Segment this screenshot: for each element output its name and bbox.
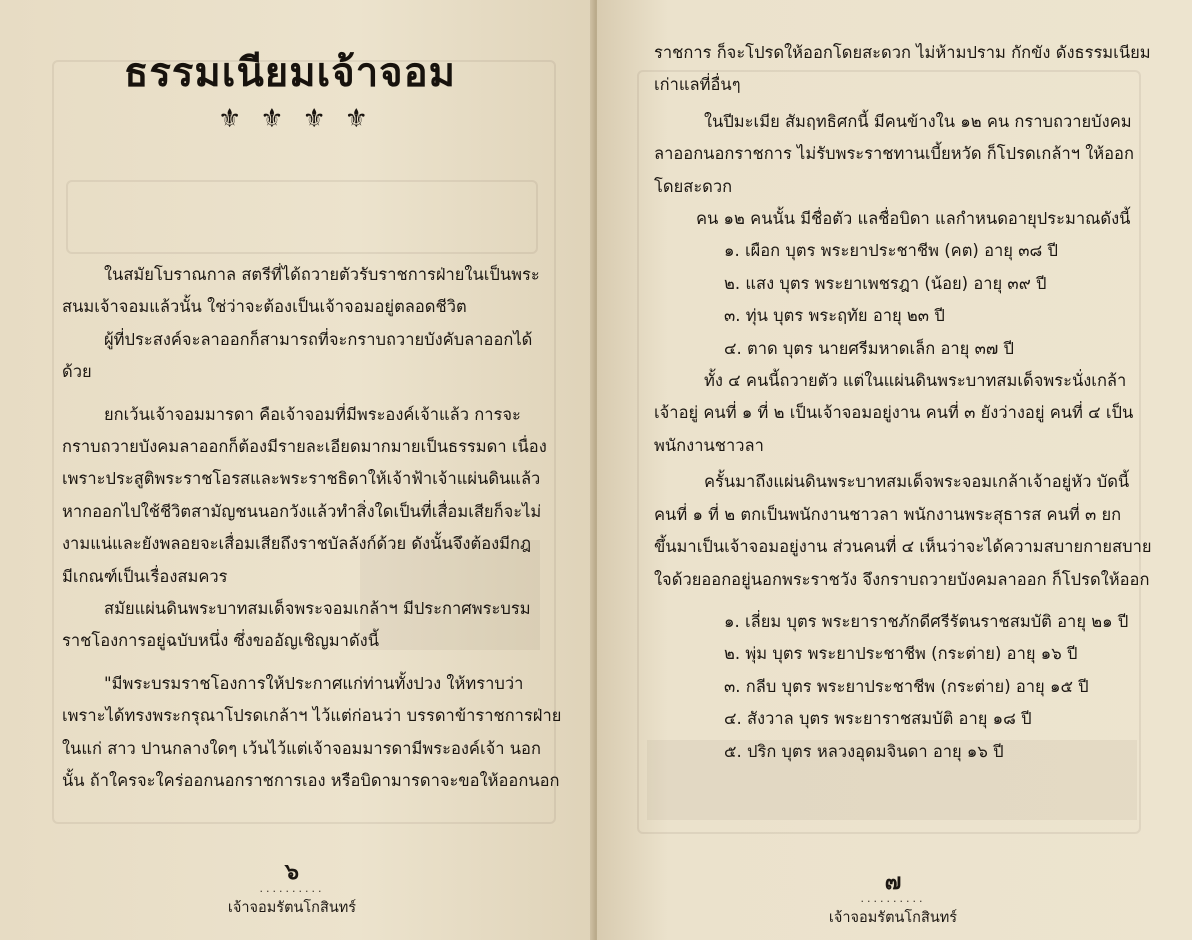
text-line: เก่าแลที่อื่นๆ bbox=[654, 75, 741, 95]
text-line: นั้น ถ้าใครจะใคร่ออกนอกราชการเอง หรือบิดามารดาจะขอให้ออกนอก bbox=[62, 771, 560, 791]
left-body-text bbox=[62, 259, 562, 798]
text-line: พนักงานชาวลา bbox=[654, 435, 764, 455]
text-line: โดยสะดวก bbox=[654, 176, 733, 196]
list-item: ๑. เลี่ยม บุตร พระยาราชภักดีศรีรัตนราชสมบัติ อายุ ๒๑ ปี bbox=[724, 611, 1129, 631]
page-number: ๗ bbox=[884, 870, 902, 895]
text-line: งามแน่และยังพลอยจะเสื่อมเสียถึงราชบัลลังก์ด้วย ดังนั้นจึงต้องมีกฎ bbox=[62, 534, 532, 554]
text-line: ด้วย bbox=[62, 362, 92, 382]
left-footer bbox=[172, 860, 412, 918]
text-line: ใจด้วยออกอยู่นอกพระราชวัง จึงกราบถวายบังคมลาออก ก็โปรดให้ออก bbox=[654, 569, 1150, 589]
fleur-de-lis-icon: ⚜ bbox=[218, 104, 242, 134]
running-title: เจ้าจอมรัตนโกสินทร์ bbox=[227, 900, 357, 916]
text-line: ในสมัยโบราณกาล สตรีที่ได้ถวายตัวรับราชการฝ่ายในเป็นพระ bbox=[104, 265, 540, 284]
fleur-de-lis-icon: ⚜ bbox=[260, 104, 284, 134]
right-body-text bbox=[654, 37, 1154, 768]
text-line: ลาออกนอกราชการ ไม่รับพระราชทานเบี้ยหวัด ก็โปรดเกล้าฯ ให้ออก bbox=[654, 144, 1134, 164]
right-footer bbox=[773, 870, 1013, 928]
title-ornament bbox=[218, 104, 368, 134]
list-item: ๓. กลีบ บุตร พระยาประชาชีพ (กระต่าย) อายุ ๑๕ ปี bbox=[724, 676, 1089, 696]
list-item: ๕. ปริก บุตร หลวงอุดมจินดา อายุ ๑๖ ปี bbox=[724, 741, 1004, 761]
left-page bbox=[0, 0, 595, 940]
running-title: เจ้าจอมรัตนโกสินทร์ bbox=[828, 910, 958, 926]
text-line: กราบถวายบังคมลาออกก็ต้องมีรายละเอียดมากมายเป็นธรรมดา เนื่อง bbox=[62, 437, 547, 457]
bleed-through-inner-frame bbox=[66, 180, 538, 254]
text-line: ราชการ ก็จะโปรดให้ออกโดยสะดวก ไม่ห้ามปราม กักขัง ดังธรรมเนียม bbox=[654, 43, 1151, 62]
text-line: หากออกไปใช้ชีวิตสามัญชนนอกวังแล้วทำสิ่งใดเป็นที่เสื่อมเสียก็จะไม่ bbox=[62, 501, 542, 521]
text-line: คน ๑๒ คนนั้น มีชื่อตัว แลชื่อบิดา แลกำหนดอายุประมาณดังนี้ bbox=[696, 209, 1131, 229]
list-item: ๑. เผือก บุตร พระยาประชาชีพ (คต) อายุ ๓๘ ปี bbox=[724, 241, 1058, 261]
list-item: ๔. ตาด บุตร นายศรีมหาดเล็ก อายุ ๓๗ ปี bbox=[724, 338, 1014, 358]
list-item: ๒. พุ่ม บุตร พระยาประชาชีพ (กระต่าย) อายุ ๑๖ ปี bbox=[724, 644, 1078, 664]
chapter-title: ธรรมเนียมเจ้าจอม bbox=[124, 50, 456, 96]
text-line: ในปีมะเมีย สัมฤทธิศกนี้ มีคนข้างใน ๑๒ คน กราบถวายบังคม bbox=[704, 111, 1132, 131]
dotted-rule: ·········· bbox=[259, 885, 325, 898]
text-line: ยกเว้นเจ้าจอมมารดา คือเจ้าจอมที่มีพระองค์เจ้าแล้ว การจะ bbox=[104, 404, 521, 424]
dotted-rule: ·········· bbox=[860, 895, 926, 908]
fleur-de-lis-icon: ⚜ bbox=[344, 104, 368, 134]
text-line: ผู้ที่ประสงค์จะลาออกก็สามารถที่จะกราบถวายบังคับลาออกได้ bbox=[104, 329, 533, 349]
text-line: ราชโองการอยู่ฉบับหนึ่ง ซึ่งขออัญเชิญมาดังนี้ bbox=[62, 631, 379, 651]
list-item: ๒. แสง บุตร พระยาเพชรฎา (น้อย) อายุ ๓๙ ปี bbox=[724, 273, 1047, 293]
text-line: ครั้นมาถึงแผ่นดินพระบาทสมเด็จพระจอมเกล้าเจ้าอยู่หัว บัดนี้ bbox=[704, 472, 1130, 492]
text-line: ในแก่ สาว ปานกลางใดๆ เว้นไว้แต่เจ้าจอมมารดามีพระองค์เจ้า นอก bbox=[62, 738, 541, 758]
text-line: เพราะได้ทรงพระกรุณาโปรดเกล้าฯ ไว้แต่ก่อนว่า บรรดาข้าราชการฝ่าย bbox=[62, 706, 562, 726]
text-line: สนมเจ้าจอมแล้วนั้น ใช่ว่าจะต้องเป็นเจ้าจอมอยู่ตลอดชีวิต bbox=[62, 297, 467, 317]
text-line: คนที่ ๑ ที่ ๒ ตกเป็นพนักงานชาวลา พนักงานพระสุธารส คนที่ ๓ ยก bbox=[654, 504, 1122, 524]
text-line: เพราะประสูติพระราชโอรสและพระราชธิดาให้เจ้าฟ้าเจ้าแผ่นดินแล้ว bbox=[62, 469, 541, 489]
text-line: ขึ้นมาเป็นเจ้าจอมอยู่งาน ส่วนคนที่ ๔ เห็นว่าจะได้ความสบายกายสบาย bbox=[654, 537, 1152, 557]
page-number: ๖ bbox=[285, 860, 299, 885]
text-line: มีเกณฑ์เป็นเรื่องสมควร bbox=[62, 566, 228, 586]
text-line: "มีพระบรมราชโองการให้ประกาศแก่ท่านทั้งปวง ให้ทราบว่า bbox=[104, 673, 524, 693]
text-line: ทั้ง ๔ คนนี้ถวายตัว แต่ในแผ่นดินพระบาทสมเด็จพระนั่งเกล้า bbox=[704, 371, 1127, 391]
text-line: สมัยแผ่นดินพระบาทสมเด็จพระจอมเกล้าฯ มีประกาศพระบรม bbox=[104, 599, 531, 619]
fleur-de-lis-icon: ⚜ bbox=[302, 104, 326, 134]
list-item: ๓. ทุ่น บุตร พระฤทัย อายุ ๒๓ ปี bbox=[724, 306, 945, 326]
text-line: เจ้าอยู่ คนที่ ๑ ที่ ๒ เป็นเจ้าจอมอยู่งาน คนที่ ๓ ยังว่างอยู่ คนที่ ๔ เป็น bbox=[654, 403, 1134, 423]
list-item: ๔. สังวาล บุตร พระยาราชสมบัติ อายุ ๑๘ ปี bbox=[724, 709, 1032, 729]
